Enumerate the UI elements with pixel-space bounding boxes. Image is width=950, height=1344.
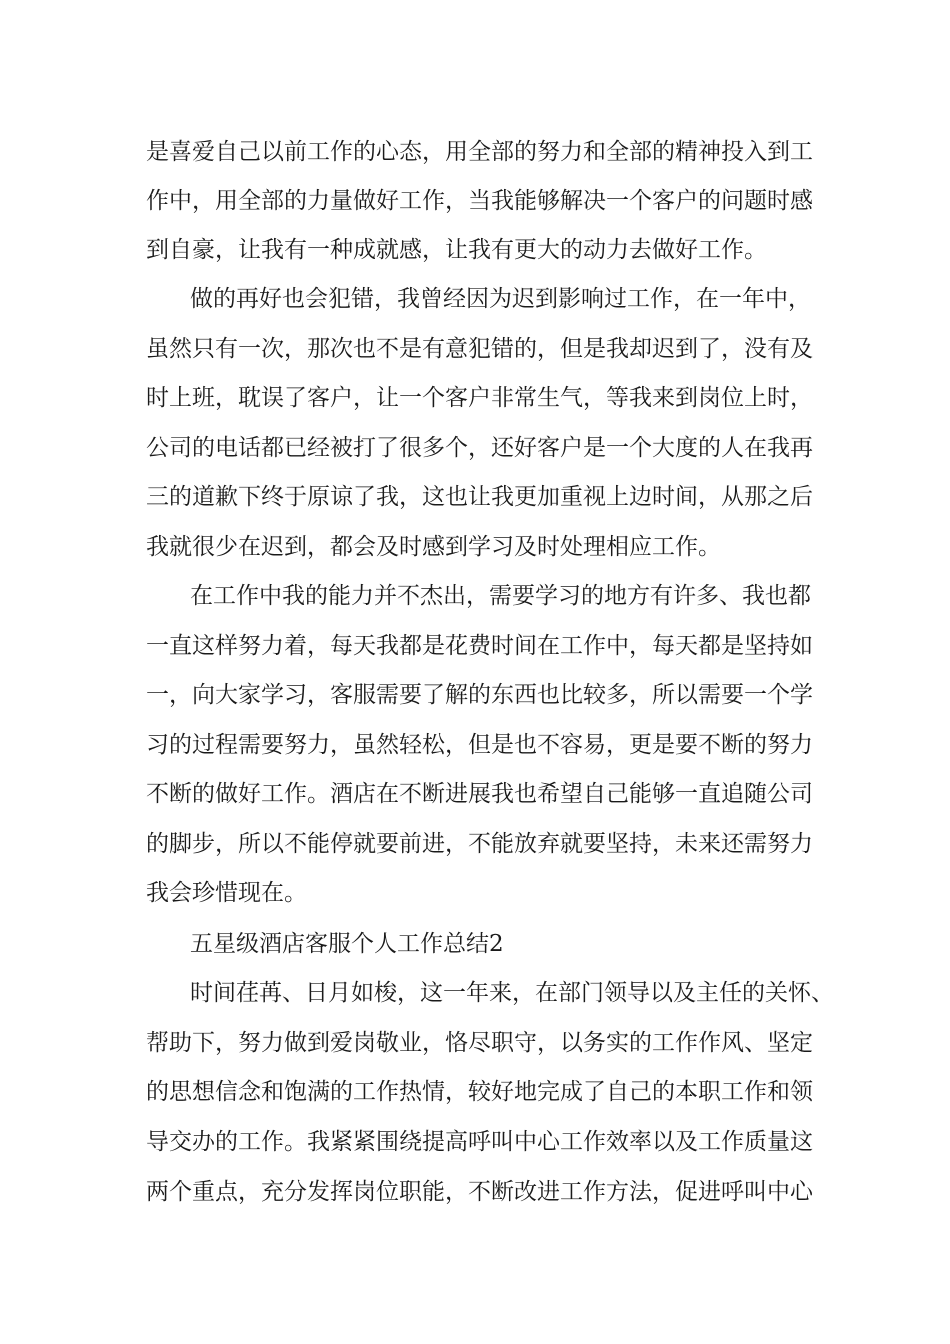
paragraph-line: 是喜爱自己以前工作的心态，用全部的努力和全部的精神投入到工: [146, 139, 813, 165]
paragraph-line: 公司的电话都已经被打了很多个，还好客户是一个大度的人在我再: [146, 435, 813, 461]
paragraph-line: 帮助下，努力做到爱岗敬业，恪尽职守，以务实的工作作风、坚定: [146, 1030, 813, 1056]
paragraph-line: 习的过程需要努力，虽然轻松，但是也不容易，更是要不断的努力: [146, 732, 813, 758]
paragraph-line: 到自豪，让我有一种成就感，让我有更大的动力去做好工作。: [146, 237, 767, 263]
section-heading: 五星级酒店客服个人工作总结2: [190, 931, 504, 957]
paragraph-line: 时上班，耽误了客户，让一个客户非常生气，等我来到岗位上时，: [146, 385, 813, 411]
paragraph-line: 一，向大家学习，客服需要了解的东西也比较多，所以需要一个学: [146, 682, 813, 708]
paragraph-first-line: 做的再好也会犯错，我曾经因为迟到影响过工作，在一年中，: [190, 286, 811, 312]
paragraph-line: 不断的做好工作。酒店在不断进展我也希望自己能够一直追随公司: [146, 781, 813, 807]
paragraph-line: 作中，用全部的力量做好工作，当我能够解决一个客户的问题时感: [146, 188, 813, 214]
paragraph-line: 虽然只有一次，那次也不是有意犯错的，但是我却迟到了，没有及: [146, 336, 813, 362]
paragraph-first-line: 在工作中我的能力并不杰出，需要学习的地方有许多、我也都: [190, 583, 811, 609]
paragraph-line: 我就很少在迟到，都会及时感到学习及时处理相应工作。: [146, 534, 721, 560]
paragraph-line: 一直这样努力着，每天我都是花费时间在工作中，每天都是坚持如: [146, 633, 813, 659]
paragraph-line: 我会珍惜现在。: [146, 880, 307, 906]
paragraph-first-line: 时间荏苒、日月如梭，这一年来，在部门领导以及主任的关怀、: [190, 980, 834, 1006]
paragraph-line: 的脚步，所以不能停就要前进，不能放弃就要坚持，未来还需努力: [146, 831, 813, 857]
paragraph-line: 导交办的工作。我紧紧围绕提高呼叫中心工作效率以及工作质量这: [146, 1129, 813, 1155]
paragraph-line: 的思想信念和饱满的工作热情，较好地完成了自己的本职工作和领: [146, 1079, 813, 1105]
paragraph-line: 两个重点，充分发挥岗位职能，不断改进工作方法，促进呼叫中心: [146, 1179, 813, 1205]
paragraph-line: 三的道歉下终于原谅了我，这也让我更加重视上边时间，从那之后: [146, 484, 813, 510]
